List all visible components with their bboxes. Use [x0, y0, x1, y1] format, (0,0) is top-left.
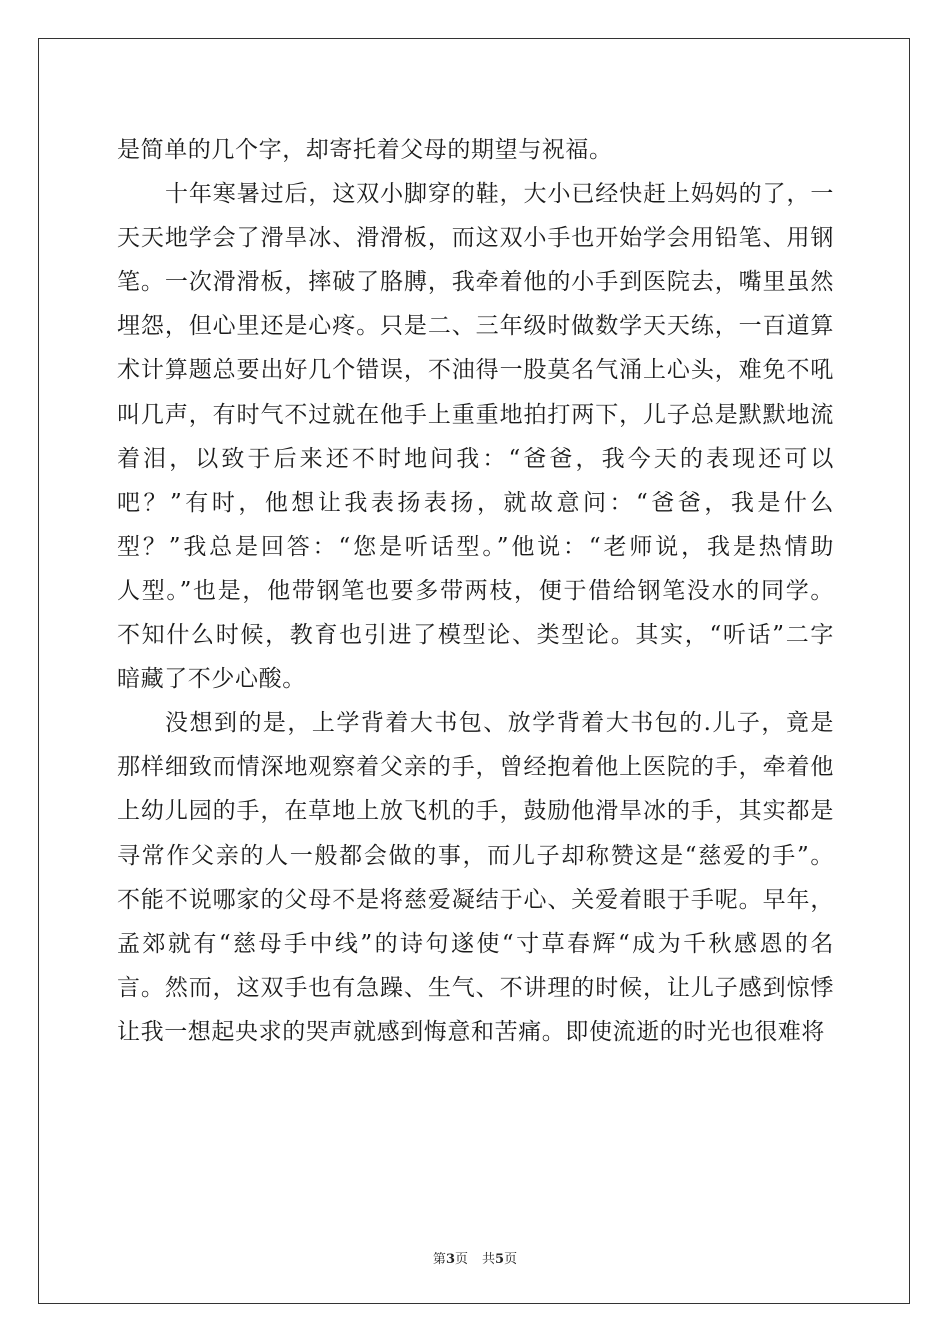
total-prefix: 共	[482, 1252, 496, 1267]
text-line: 人型。”也是，他带钢笔也要多带两枝，便于借给钢笔没水的同学。	[117, 577, 834, 604]
text-line: 天天地学会了滑旱冰、滑滑板，而这双小手也开始学会用铅笔、用钢	[117, 225, 834, 252]
paragraph	[117, 128, 834, 172]
text-line: 寻常作父亲的人一般都会做的事，而儿子却称赞这是“慈爱的手”。	[117, 842, 834, 869]
page-footer	[0, 1248, 950, 1267]
document-body	[117, 128, 834, 1054]
text-line: 不知什么时候，教育也引进了模型论、类型论。其实，“听话”二字	[117, 622, 834, 649]
page-suffix: 页	[454, 1252, 468, 1267]
text-line: 上幼儿园的手，在草地上放飞机的手，鼓励他滑旱冰的手，其实都是	[117, 798, 834, 825]
page-number: 3	[445, 1252, 455, 1267]
text-line: 型？”我总是回答：“您是听话型。”他说：“老师说，我是热情助	[117, 533, 834, 560]
text-line: 不能不说哪家的父母不是将慈爱凝结于心、关爱着眼于手呢。早年，	[117, 886, 834, 913]
text-line: 让我一想起央求的哭声就感到悔意和苦痛。即使流逝的时光也很难将	[117, 1018, 825, 1045]
paragraph	[117, 701, 834, 1054]
text-line: 十年寒暑过后，这双小脚穿的鞋，大小已经快赶上妈妈的了，一	[165, 181, 834, 208]
text-line: 叫几声，有时气不过就在他手上重重地拍打两下，儿子总是默默地流	[117, 401, 834, 428]
text-line: 暗藏了不少心酸。	[117, 666, 306, 693]
text-line: 着泪，以致于后来还不时地问我：“爸爸，我今天的表现还可以	[117, 445, 834, 472]
total-suffix: 页	[504, 1252, 518, 1267]
paragraph	[117, 172, 834, 701]
total-pages: 5	[495, 1252, 505, 1267]
text-line: 是简单的几个字，却寄托着父母的期望与祝福。	[117, 137, 613, 163]
page-prefix: 第	[432, 1252, 446, 1267]
text-line: 没想到的是，上学背着大书包、放学背着大书包的.儿子，竟是	[165, 710, 834, 737]
text-line: 那样细致而情深地观察着父亲的手，曾经抱着他上医院的手，牵着他	[117, 754, 834, 781]
text-line: 孟郊就有“慈母手中线”的诗句遂使“寸草春辉“成为千秋感恩的名	[117, 930, 834, 957]
text-line: 言。然而，这双手也有急躁、生气、不讲理的时候，让儿子感到惊悸	[117, 974, 834, 1001]
text-line: 埋怨，但心里还是心疼。只是二、三年级时做数学天天练，一百道算	[117, 313, 834, 340]
text-line: 笔。一次滑滑板，摔破了胳膊，我牵着他的小手到医院去，嘴里虽然	[117, 269, 834, 296]
text-line: 吧？”有时，他想让我表扬表扬，就故意问：“爸爸，我是什么	[117, 489, 834, 516]
text-line: 术计算题总要出好几个错误，不油得一股莫名气涌上心头，难免不吼	[117, 357, 834, 384]
